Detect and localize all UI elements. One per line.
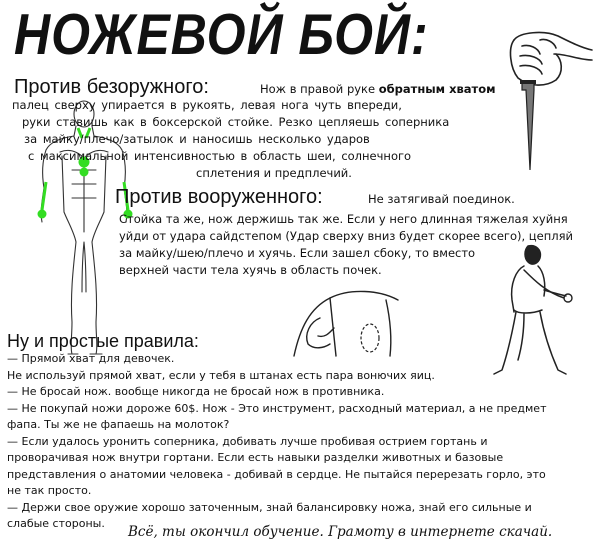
- section-armed-note: Не затягивай поединок.: [368, 192, 515, 206]
- rule-line: Не используй прямой хват, если у тебя в штанах есть пара вонючих яиц.: [7, 368, 435, 382]
- hand-with-knife-illustration: [500, 20, 595, 180]
- rule-line: — Держи свое оружие хорошо заточенным, знай балансировку ножа, знай его сильные и: [7, 500, 532, 514]
- page-title: НОЖЕВОЙ БОЙ:: [14, 2, 429, 67]
- armed-line: верхней части тела хуячь в область почек.: [119, 263, 382, 277]
- section-rules-heading: Ну и простые правила:: [7, 331, 199, 351]
- rule-line: — Не покупай ножи дороже 60$. Нож - Это инструмент, расходный материал, а не предмет: [7, 401, 547, 415]
- section-rules-text: [7, 351, 546, 531]
- rule-line: — Если удалось уронить соперника, добивать лучше пробивая острием гортань и: [7, 434, 488, 448]
- grip-note-bold: обратным хватом: [378, 82, 496, 96]
- unarmed-line: руки ставишь как в боксерской стойке. Резко цепляешь соперника: [22, 115, 450, 129]
- armed-line: Стойка та же, нож держишь так же. Если у него длинная тяжелая хуйня: [119, 212, 568, 226]
- armed-line: уйди от удара сайдстепом (Удар сверху вниз будет скорее всего), цепляй: [119, 229, 573, 243]
- unarmed-line: палец сверху упирается в рукоять, левая нога чуть впереди,: [12, 98, 402, 112]
- kidney-marker: [361, 324, 379, 352]
- section-unarmed-grip-note: [260, 82, 496, 97]
- section-unarmed-heading: Против безоружного:: [14, 76, 209, 98]
- unarmed-line: с максимальной интенсивностью в область шеи, солнечного: [28, 149, 412, 163]
- armed-line: за майку/шею/плечо и хуячь. Если зашел сбоку, то вместо: [119, 246, 476, 260]
- knife-blade: [522, 82, 534, 170]
- back-kidney-illustration: [290, 278, 410, 358]
- rule-line: фапа. Ты же не фапаешь на молоток?: [7, 418, 230, 431]
- rule-line: слабые стороны.: [7, 517, 105, 530]
- unarmed-line: за майку/плечо/затылок и наносишь несколько ударов: [24, 132, 370, 146]
- grip-note-text: Нож в правой руке: [260, 82, 376, 96]
- rule-line: не так просто.: [7, 484, 92, 497]
- rule-line: — Прямой хват для девочек.: [7, 352, 175, 365]
- rule-line: представления о анатомии человека - добивай в сердце. Не пытайся перерезать горло, это: [7, 467, 546, 481]
- unarmed-line: сплетения и предплечий.: [196, 166, 352, 180]
- section-armed-heading: Против вооруженного:: [115, 186, 323, 208]
- footer-note: Всё, ты окончил обучение. Грамоту в интернете скачай.: [128, 524, 553, 540]
- rule-line: проворачивая нож внутри гортани. Если есть навыки разделки животных и базовые: [7, 451, 504, 464]
- rule-line: — Не бросай нож. вообще никогда не бросай нож в противника.: [7, 385, 385, 398]
